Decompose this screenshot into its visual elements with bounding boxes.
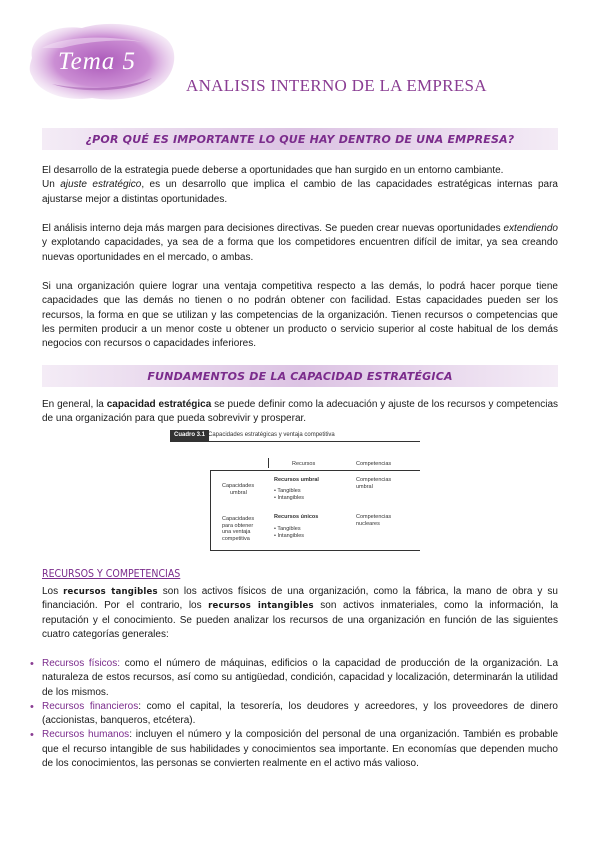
list-item-text: : como el capital, la tesorería, los deudores y acreedores, y los proveedores de dinero (accionistas, banqueros, etcétera). [42,700,558,727]
figure-row2-bullet: • Tangibles [274,526,301,532]
subheading-recursos: RECURSOS Y COMPETENCIAS [42,568,181,580]
text: son activos inmateriales, como la información, la reputación y el conocimiento. Se pueden analizar los recursos de una organización en función de las siguientes cuatro categorías generales: [42,600,559,640]
tema-label: Tema 5 [58,48,137,75]
figure-header [170,430,420,442]
paragraph-ajuste [42,164,558,207]
figure-col-competencias: Competencias [356,461,392,467]
figure-rule [210,470,211,550]
figure-capacidades [170,430,420,555]
figure-row2-label-line2: para obtener [222,522,254,529]
paragraph-analisis [42,222,558,265]
figure-row1-label-line1: Capacidades [222,483,255,489]
section-title-fundamentos: FUNDAMENTOS DE LA CAPACIDAD ESTRATÉGICA [147,370,453,383]
paragraph-recursos [42,585,558,642]
figure-tag: Cuadro 3.1 [170,430,209,441]
paragraph-ventaja: Si una organización quiere lograr una ventaja competitiva respecto a las demás, lo podrá hacer porque tiene capacidades que las demás no tienen o no podrán obtener con facilidad. Estas capacidades pueden ser los recursos, la forma en que se utilizan y las competencias de la organización. Tienen recursos o competencias que les permiten producir a un menor coste u obtener un producto o servicio superior al coste habitual de los demás negocios con recursos o capacidades inferiores. [42,281,558,350]
figure-row1-label [222,483,254,496]
figure-col-recursos: Recursos [292,461,316,467]
list-item-label: Recursos financieros [42,700,139,712]
figure-row2-label-line3: una ventaja [222,529,251,535]
figure-row1-comp-line2: umbral [356,483,373,490]
figure-row2-resource-title: Recursos únicos [274,514,319,520]
figure-row2-label-line4: competitiva [222,535,250,542]
figure-row1-comp-line1: Competencias [356,477,392,483]
list-item-label: Recursos humanos [42,729,130,741]
bullet-icon: • [30,729,34,742]
figure-row2-comp-line2: nucleares [356,520,380,527]
emphasis-term: ajuste estratégico [60,179,142,191]
figure-caption: Capacidades estratégicas y ventaja competitiva [208,432,335,438]
text: son los activos físicos de una organización, como la fábrica, la mano de obra y su financiación. Por el contrario, los [42,586,558,612]
figure-row1-resource-title: Recursos umbral [274,477,319,483]
bold-term: capacidad estratégica [106,399,212,410]
list-item [30,728,558,771]
list-item-text: : incluyen el número y la composición del personal de una organización. También es probable que el recurso intangible de sus habilidades y conocimientos sea importante. En economías que dependen mucho de los conocimientos, las personas se convierten realmente en el activo más valioso. [42,729,559,770]
text: En general, la [42,399,107,410]
figure-row1-bullet: • Intangibles [274,495,305,501]
text: y explotando capacidades, ya sea de a forma que los competidores encuentren difícil de imitar, ya sea creando nuevas oportunidades en el mercado, o ambas. [42,237,558,263]
list-item [30,700,558,729]
figure-row1-bullet: • Tangibles [274,488,301,494]
text: Un [42,179,61,191]
text: se puede definir como la adecuación y ajuste de los recursos y competencias de una organización para que pueda sobrevivir y prosperar. [42,399,558,425]
figure-rule [210,550,420,551]
figure-row2-bullet: • Intangibles [274,533,305,539]
figure-row1-competence [356,477,391,490]
paragraph-capacidad [42,398,558,427]
list-item-text: como el número de máquinas, edificios o la capacidad de producción de la organización. La naturaleza de estos recursos, así como su antigüedad, condición, capacidad y localización, determinarán la utilidad de los mismos. [42,658,558,698]
figure-rule [210,470,420,471]
text: Los [42,586,64,597]
bullet-icon: • [30,700,34,713]
bullet-icon: • [30,658,34,670]
figure-row2-comp-line1: Competencias [356,514,392,520]
emphasis-term: extendiendo [503,223,558,234]
term-tangibles: recursos tangibles [63,587,158,597]
resource-list [30,657,558,771]
list-item [30,657,558,700]
text: , es un desarrollo que implica el cambio de las capacidades estratégicas internas para ajustarse mejor a distintas oportunidades. [42,179,558,205]
text: El desarrollo de la estrategia puede deberse a oportunidades que han surgido en un entorno cambiante. [42,165,504,176]
figure-row2-competence [356,514,391,527]
list-item-label: Recursos físicos: [42,658,121,669]
figure-row2-label [222,516,254,542]
text: El análisis interno deja más margen para decisiones directivas. Se pueden crear nuevas oportunidades [42,223,504,234]
section-title-importancia: ¿POR QUÉ ES IMPORTANTE LO QUE HAY DENTRO DE UNA EMPRESA? [85,133,515,146]
figure-row2-label-line1: Capacidades [222,516,255,522]
page-title: ANALISIS INTERNO DE LA EMPRESA [186,76,487,95]
figure-rule [268,458,269,468]
term-intangibles: recursos intangibles [208,601,314,612]
figure-row1-label-line2: umbral [230,489,247,496]
